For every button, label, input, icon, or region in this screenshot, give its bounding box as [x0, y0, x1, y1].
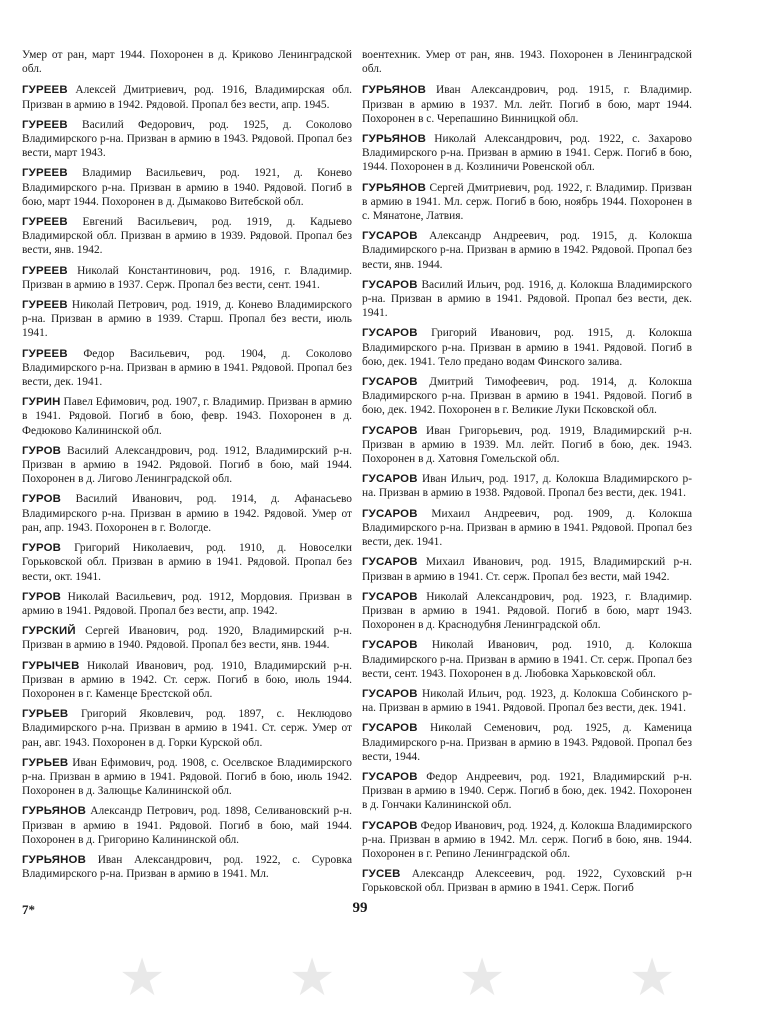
entry-text: Николай Александрович, род. 1923, г. Владимир. Призван в армию в 1941. Рядовой. Погиб в бою, март 1943. Похоронен в д. Краснодубня Ленинградской обл.: [362, 590, 692, 632]
entry-surname: ГУРЫЧЕВ: [22, 659, 80, 672]
entry-surname: ГУСАРОВ: [362, 327, 418, 340]
entry-surname: ГУСАРОВ: [362, 376, 418, 389]
entry-text: Иван Ильич, род. 1917, д. Колокша Владимирского р-на. Призван в армию в 1938. Рядовой. Пропал без вести, дек. 1941.: [362, 473, 692, 500]
entry-text: Николай Константинович, род. 1916, г. Владимир. Призван в армию в 1937. Серж. Пропал без вести, сент. 1941.: [22, 264, 352, 291]
list-item: [362, 132, 692, 175]
list-item: [362, 590, 692, 633]
list-item: [22, 444, 352, 487]
entry-surname: ГУРЕЕВ: [22, 118, 68, 131]
list-item: [362, 555, 692, 583]
entry-surname: ГУСАРОВ: [362, 770, 418, 783]
entry-text: Иван Ефимович, род. 1908, с. Оселвское Владимирского р-на. Призван в армию в 1941. Рядовой. Погиб в бою, июль 1942. Похоронен в д. Залющье Калининской обл.: [22, 756, 352, 798]
watermark-star-icon: ★: [458, 948, 506, 1008]
entry-surname: ГУРЕЕВ: [22, 84, 68, 97]
list-item: [362, 819, 692, 862]
entry-text: Василий Федорович, род. 1925, д. Соколово Владимирского р-на. Призван в армию в 1943. Рядовой. Пропал без вести, март 1943.: [22, 118, 352, 160]
list-item: [22, 492, 352, 535]
list-item: [22, 756, 352, 799]
list-item: [362, 229, 692, 272]
entry-text: Павел Ефимович, род. 1907, г. Владимир. Призван в армию в 1941. Рядовой. Погиб в бою, февр. 1943. Похоронен в д. Федюково Калининской обл.: [22, 396, 352, 437]
entry-surname: ГУРЬЯНОВ: [22, 853, 86, 866]
signature-mark: 7*: [22, 902, 35, 917]
entry-text: Иван Григорьевич, род. 1919, Владимирский р-н. Призван в армию в 1939. Мл. лейт. Погиб в бою, дек. 1943. Похоронен в д. Хатовня Гомельской обл.: [362, 424, 692, 466]
list-item: [362, 278, 692, 321]
entry-text: Григорий Иванович, род. 1915, д. Колокша Владимирского р-на. Призван в армию в 1941. Рядовой. Погиб в бою, дек. 1941. Тело предано водам Финского залива.: [362, 327, 692, 368]
list-item: [362, 472, 692, 500]
entry-text: Иван Александрович, род. 1922, с. Суровка Владимирского р-на. Призван в армию в 1941. Мл.: [22, 853, 352, 881]
entry-text: Григорий Николаевич, род. 1910, д. Новоселки Горьковской обл. Призван в армию в 1941. Рядовой. Пропал без вести, окт. 1941.: [22, 542, 352, 583]
entry-surname: ГУРИН: [22, 396, 61, 409]
watermark-star-icon: ★: [628, 948, 676, 1008]
entry-surname: ГУСАРОВ: [362, 556, 418, 569]
entry-surname: ГУСАРОВ: [362, 819, 418, 832]
list-item: [22, 264, 352, 292]
list-item: [22, 541, 352, 584]
entry-text: воентехник. Умер от ран, янв. 1943. Похоронен в Ленинградской обл.: [362, 49, 692, 76]
entry-surname: ГУСАРОВ: [362, 473, 418, 486]
entry-text: Дмитрий Тимофеевич, род. 1914, д. Колокша Владимирского р-на. Призван в армию в 1941. Рядовой. Погиб в бою, дек. 1942. Похоронен в г. Великие Луки Псковской обл.: [362, 376, 692, 417]
entry-surname: ГУРЬЯНОВ: [22, 805, 86, 818]
entry-surname: ГУРЕЕВ: [22, 216, 68, 229]
entry-text: Умер от ран, март 1944. Похоронен в д. Криково Ленинградской обл.: [22, 49, 352, 76]
entry-surname: ГУРЬЕВ: [22, 708, 69, 721]
list-item: [362, 375, 692, 418]
entry-surname: ГУСАРОВ: [362, 687, 418, 700]
entry-surname: ГУРЬЯНОВ: [362, 181, 426, 194]
list-item: [22, 707, 352, 750]
entry-surname: ГУРОВ: [22, 590, 62, 603]
entry-text: Михаил Иванович, род. 1915, Владимирский р-н. Призван в армию в 1941. Ст. серж. Пропал без вести, май 1942.: [362, 556, 692, 583]
list-item: [362, 326, 692, 369]
entry-surname: ГУРЬЕВ: [22, 756, 69, 769]
entry-text: Алексей Дмитриевич, род. 1916, Владимирская обл. Призван в армию в 1942. Рядовой. Пропал без вести, апр. 1945.: [22, 84, 352, 111]
entry-surname: ГУСАРОВ: [362, 230, 418, 243]
list-item: [362, 181, 692, 224]
list-item: [362, 638, 692, 681]
entry-text: Григорий Яковлевич, род. 1897, с. Неклюдово Владимирского р-на. Призван в армию в 1941. Ст. серж. Умер от ран, авг. 1943. Похоронен в д. Горки Курской обл.: [22, 708, 352, 749]
entry-text: Василий Александрович, род. 1912, Владимирский р-н. Призван в армию в 1942. Рядовой. Погиб в бою, май 1944. Похоронен в д. Лигово Ленинградской обл.: [22, 444, 352, 486]
left-column: [22, 48, 352, 887]
list-item: [362, 48, 692, 76]
entry-surname: ГУРЕЕВ: [22, 299, 68, 312]
watermark-star-icon: ★: [288, 948, 336, 1008]
list-item: [362, 687, 692, 715]
entry-text: Иван Александрович, род. 1915, г. Владимир. Призван в армию в 1937. Мл. лейт. Погиб в бою, март 1944. Похоронен в с. Черепашино Винницкой обл.: [362, 84, 692, 125]
entry-surname: ГУРЕЕВ: [22, 264, 68, 277]
entry-text: Евгений Васильевич, род. 1919, д. Кадыево Владимирской обл. Призван в армию в 1939. Рядовой. Пропал без вести, янв. 1942.: [22, 216, 352, 257]
entry-surname: ГУРСКИЙ: [22, 625, 76, 638]
entry-text: Александр Алексеевич, род. 1922, Суховский р-н Горьковской обл. Призван в армию в 1941. Серж. Погиб: [362, 868, 692, 895]
page-number: 99: [352, 900, 368, 916]
list-item: [362, 867, 692, 895]
entry-text: Николай Александрович, род. 1922, с. Захарово Владимирского р-на. Призван в армию в 1941. Серж. Погиб в бою, 1944. Похоронен в д. Козлиничи Ровенской обл.: [362, 133, 692, 174]
list-item: [22, 298, 352, 341]
entry-text: Александр Андреевич, род. 1915, д. Колокша Владимирского р-на. Призван в армию в 1942. Рядовой. Пропал без вести, янв. 1944.: [362, 230, 692, 271]
entry-text: Николай Васильевич, род. 1912, Мордовия. Призван в армию в 1941. Рядовой. Пропал без вести, апр. 1942.: [22, 590, 352, 617]
entry-surname: ГУСАРОВ: [362, 639, 418, 652]
list-item: [362, 770, 692, 813]
entry-text: Александр Петрович, род. 1898, Селивановский р-н. Призван в армию в 1941. Рядовой. Погиб в бою, май 1944. Похоронен в д. Григорино Калининской обл.: [22, 805, 352, 846]
list-item: [22, 215, 352, 258]
entry-surname: ГУРОВ: [22, 444, 62, 457]
list-item: [22, 347, 352, 390]
list-item: [22, 804, 352, 847]
entry-text: Федор Андреевич, род. 1921, Владимирский р-н. Призван в армию в 1940. Серж. Погиб в бою, дек. 1942. Похоронен в д. Гончаки Калининской обл.: [362, 770, 692, 812]
entry-surname: ГУСАРОВ: [362, 278, 418, 291]
list-item: [362, 424, 692, 467]
list-item: [362, 83, 692, 126]
list-item: [22, 118, 352, 161]
list-item: [362, 507, 692, 550]
entry-text: Сергей Иванович, род. 1920, Владимирский р-н. Призван в армию в 1940. Рядовой. Пропал без вести, янв. 1944.: [22, 625, 352, 652]
entry-text: Николай Иванович, род. 1910, д. Колокша Владимирского р-на. Призван в армию в 1941. Ст. серж. Пропал без вести, сент. 1943. Похоронен в д. Любовка Харьковской обл.: [362, 639, 692, 680]
list-item: [22, 166, 352, 209]
entry-text: Сергей Дмитриевич, род. 1922, г. Владимир. Призван в армию в 1941. Мл. серж. Погиб в бою, ноябрь 1944. Похоронен в с. Мянатоне, Латвия.: [362, 181, 692, 223]
entry-surname: ГУРОВ: [22, 493, 62, 506]
list-item: [22, 48, 352, 76]
entry-text: Василий Ильич, род. 1916, д. Колокша Владимирского р-на. Призван в армию в 1941. Рядовой. Пропал без вести, дек. 1941.: [362, 278, 692, 320]
right-column: [362, 48, 692, 902]
entry-surname: ГУСЕВ: [362, 868, 401, 881]
entry-text: Федор Васильевич, род. 1904, д. Соколово Владимирского р-на. Призван в армию в 1941. Рядовой. Пропал без вести, дек. 1941.: [22, 347, 353, 389]
entry-surname: ГУРЬЯНОВ: [362, 84, 426, 97]
list-item: [22, 624, 352, 652]
entry-text: Михаил Андреевич, род. 1909, д. Колокша Владимирского р-на. Призван в армию в 1941. Рядовой. Пропал без вести, дек. 1941.: [362, 507, 692, 549]
entry-surname: ГУРЕЕВ: [22, 347, 68, 360]
entry-surname: ГУРЕЕВ: [22, 167, 68, 180]
entry-text: Василий Иванович, род. 1914, д. Афанасьево Владимирского р-на. Призван в армию в 1942. Рядовой. Умер от ран, апр. 1943. Похоронен в г. Вологде.: [22, 493, 352, 534]
entry-text: Николай Петрович, род. 1919, д. Конево Владимирского р-на. Призван в армию в 1939. Старш. Пропал без вести, июль 1941.: [22, 299, 352, 340]
entry-text: Николай Ильич, род. 1923, д. Колокша Собинского р-на. Призван в армию в 1941. Рядовой. Пропал без вести, дек. 1941.: [362, 687, 692, 715]
entry-text: Федор Иванович, род. 1924, д. Колокша Владимирского р-на. Призван в армию в 1942. Мл. серж. Погиб в бою, янв. 1944. Похоронен в г. Репино Ленинградской обл.: [362, 819, 692, 860]
list-item: [22, 395, 352, 438]
list-item: [22, 590, 352, 618]
entry-surname: ГУРОВ: [22, 542, 62, 555]
list-item: [362, 721, 692, 764]
list-item: [22, 83, 352, 111]
list-item: [22, 659, 352, 702]
entry-surname: ГУСАРОВ: [362, 507, 418, 520]
entry-surname: ГУСАРОВ: [362, 424, 418, 437]
list-item: [22, 853, 352, 881]
watermark-star-icon: ★: [118, 948, 166, 1008]
entry-text: Николай Иванович, род. 1910, Владимирский р-н. Призван в армию в 1942. Ст. серж. Погиб в бою, июль 1944. Похоронен в г. Каменце Брестской обл.: [22, 659, 352, 700]
entry-surname: ГУСАРОВ: [362, 590, 418, 603]
entry-text: Николай Семенович, род. 1925, д. Каменица Владимирского р-на. Призван в армию в 1943. Рядовой. Пропал без вести, 1944.: [362, 722, 692, 763]
entry-surname: ГУСАРОВ: [362, 722, 418, 735]
entry-text: Владимир Васильевич, род. 1921, д. Конево Владимирского р-на. Призван в армию в 1940. Рядовой. Погиб в бою, март 1944. Похоронен в д. Дымаково Витебской обл.: [22, 167, 352, 208]
entry-surname: ГУРЬЯНОВ: [362, 133, 426, 146]
